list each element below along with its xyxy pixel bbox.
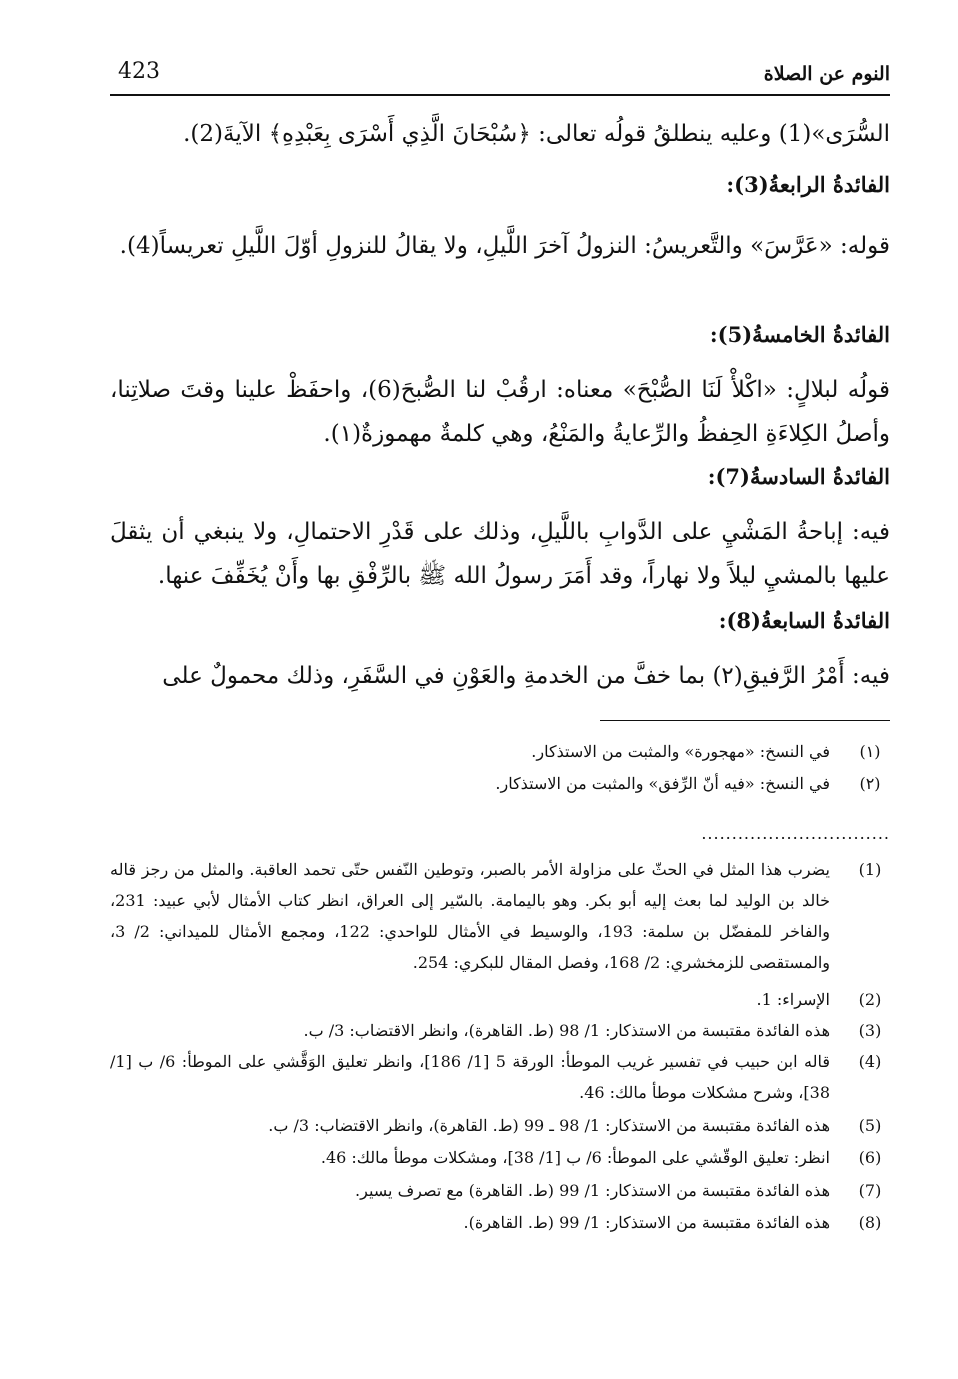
footnote-text: الإسراء: 1. <box>756 990 830 1009</box>
header-rule <box>110 94 890 96</box>
footnote-number: (5) <box>858 1116 882 1135</box>
footnote-number: (4) <box>858 1052 882 1071</box>
footnote-number: (6) <box>858 1148 882 1167</box>
running-title: النوم عن الصلاة <box>763 63 890 85</box>
page-header <box>110 55 890 95</box>
section-heading: الفائدةُ الخامسةُ(5): <box>709 322 890 347</box>
paragraph: قولُه لبلالٍ: «اكْلأْ لَنَا الصُّبْحَ» معناه: ارقُبْ لنا الصُّبحَ(6)، واحفَظْ علينا وقتَ صلاتِنا، وأصلُ الكِلاءَةِ الحِفظُ والرِّعايةُ والمَنْعُ، وهي كلمةٌ مهموزةٌ(١). <box>110 377 890 447</box>
dotted-separator: ............................... <box>701 824 890 843</box>
footnote-number: (7) <box>858 1181 882 1200</box>
footnote <box>110 854 890 978</box>
paragraph: قوله: «عَرَّسَ» والتَّعريسُ: النزولُ آخرَ اللَّيلِ، ولا يقالُ للنزولِ أوّلَ اللَّيلِ تعريساً(4). <box>119 233 890 259</box>
note-number: (٢) <box>859 774 881 793</box>
footnote <box>110 1015 890 1046</box>
section-heading: الفائدةُ الرابعةُ(3): <box>726 172 890 197</box>
section-heading: الفائدةُ السادسةُ(7): <box>707 464 890 489</box>
note-text: في النسخ: «فيه أنّ الرِّفق» والمثبت من الاستذكار. <box>495 774 830 793</box>
footnote-number: (2) <box>858 990 882 1009</box>
footnote-text: هذه الفائدة مقتبسة من الاستذكار: 1/ 99 (ط. القاهرة). <box>463 1213 830 1232</box>
paragraph: السُّرَى»(1) وعليه ينطلقُ قولُه تعالى: ﴿سُبْحَانَ الَّذِي أَسْرَى بِعَبْدِهِ﴾ الآيةَ(2). <box>183 121 890 147</box>
footnote <box>110 1046 890 1108</box>
footnote <box>110 1142 890 1173</box>
page-number: 423 <box>118 59 160 84</box>
paragraph: فيه: أَمْرُ الرَّفيقِ(٢) بما خفَّ من الخدمةِ والعَوْنِ في السَّفَرِ، وذلك محمولٌ على <box>162 663 890 689</box>
paragraph: فيه: إباحةُ المَشْيِ على الدَّوابِ باللَّيلِ، وذلك على قَدْرِ الاحتمالِ، ولا ينبغي أن يثقلَ عليها بالمشيِ ليلاً ولا نهاراً، وقد أَمَرَ رسولُ الله ﷺ بالرِّفْقِ بها وأَنْ يُخَفِّفَ عنها. <box>110 519 890 589</box>
footnote-text: يضرب هذا المثل في الحثّ على مزاولة الأمر بالصبر، وتوطين النّفس حتّى تحمد العاقبة. والمثل من رجز قاله خالد بن الوليد لما بعث إليه أبو بكر. وهو باليمامة. بالسّير إلى العراق، انظر كتاب الأمثال لأبي عبيد: 231، والفاخر للمفضّل بن سلمة: 193، والوسيط في الأمثال للواحدي: 122، ومجمع الأمثال للميداني: 2/ 3، والمستقصى للزمخشري: 2/ 168، وفصل المقال للبكري: 254. <box>110 860 831 972</box>
footnote-text: هذه الفائدة مقتبسة من الاستذكار: 1/ 98 (ط. القاهرة)، وانظر الاقتضاب: 3/ ب. <box>303 1021 830 1040</box>
note-number: (١) <box>859 742 881 761</box>
footnote-number: (8) <box>858 1213 882 1232</box>
footnote-number: (1) <box>858 860 882 879</box>
footnote-number: (3) <box>858 1021 882 1040</box>
footnote-text: انظر: تعليق الوقّشي على الموطأ: 6/ ب [1/ 38]، ومشكلات موطأ مالك: 46. <box>320 1148 830 1167</box>
footnote <box>110 984 890 1015</box>
note-text: في النسخ: «مهجورة» والمثبت من الاستذكار. <box>531 742 830 761</box>
footnote-text: قاله ابن حبيب في تفسير غريب الموطأ: الورقة 5 [1/ 186]، وانظر تعليق الوَقَّشي على الموطأ: 6/ ب [1/ 38]، وشرح مشكلات موطأ مالك: 46. <box>110 1052 831 1102</box>
footnote-text: هذه الفائدة مقتبسة من الاستذكار: 1/ 99 (ط. القاهرة) مع تصرف يسير. <box>355 1181 830 1200</box>
section-heading: الفائدةُ السابعةُ(8): <box>718 608 890 633</box>
footnote-text: هذه الفائدة مقتبسة من الاستذكار: 1/ 98 ـ 99 (ط. القاهرة)، وانظر الاقتضاب: 3/ ب. <box>268 1116 830 1135</box>
manuscript-note <box>110 768 890 799</box>
footnote <box>110 1110 890 1141</box>
footnote <box>110 1175 890 1206</box>
manuscript-note <box>110 736 890 767</box>
footnote <box>110 1207 890 1238</box>
footnote-rule <box>600 720 890 721</box>
